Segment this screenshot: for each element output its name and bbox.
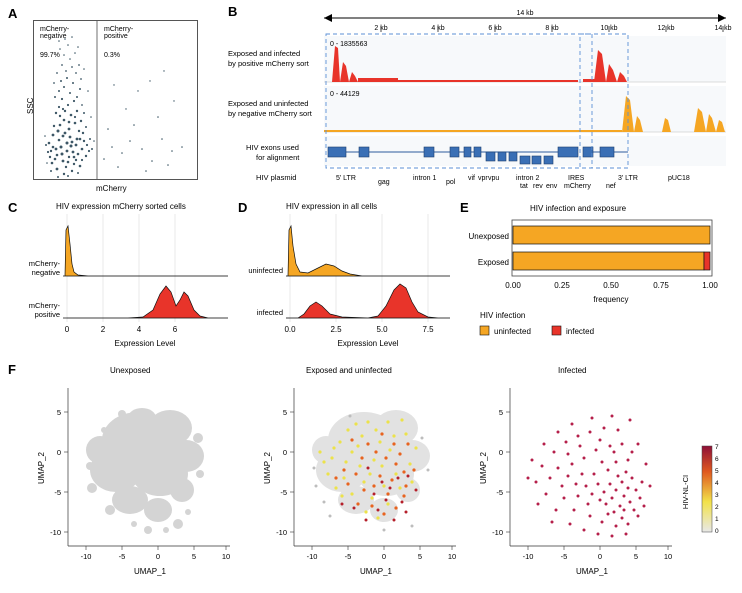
umap-exposed-title: Exposed and uninfected (306, 366, 392, 375)
svg-text:0: 0 (56, 448, 61, 457)
panel-c (8, 200, 233, 355)
svg-text:UMAP_1: UMAP_1 (359, 567, 393, 576)
umap-infected-title: Infected (558, 366, 587, 375)
svg-text:-10: -10 (492, 528, 503, 537)
panel-d-letter: D (238, 200, 248, 215)
svg-text:for alignment: for alignment (256, 153, 300, 162)
panel-d-title: HIV expression in all cells (286, 202, 378, 211)
svg-text:14 kb: 14 kb (516, 10, 534, 17)
panel-d (238, 200, 453, 355)
svg-text:5' LTR: 5' LTR (336, 175, 356, 182)
svg-text:HIV plasmid: HIV plasmid (256, 173, 297, 182)
svg-text:UMAP_1: UMAP_1 (575, 567, 609, 576)
svg-text:nef: nef (606, 183, 616, 190)
svg-text:5.0: 5.0 (376, 325, 388, 334)
svg-text:6 kb: 6 kb (488, 25, 502, 32)
svg-text:tat: tat (520, 183, 528, 190)
svg-text:by negative mCherry sort: by negative mCherry sort (228, 109, 312, 118)
svg-text:UMAP_2: UMAP_2 (479, 451, 488, 485)
svg-text:5: 5 (417, 552, 423, 561)
svg-text:-5: -5 (344, 552, 352, 561)
svg-text:3: 3 (715, 492, 719, 499)
panel-a-ylabel: SSC (26, 97, 35, 114)
svg-text:-10: -10 (276, 528, 287, 537)
svg-text:0 - 44129: 0 - 44129 (330, 91, 360, 98)
svg-text:4: 4 (136, 325, 142, 334)
svg-text:Unexposed: Unexposed (468, 232, 509, 241)
panel-a (8, 6, 208, 206)
umap-colorbar-svg (680, 440, 738, 540)
svg-text:1.00: 1.00 (702, 281, 718, 290)
panel-c-ridgeline (8, 214, 233, 354)
umap-exposed-uninfected (256, 366, 466, 586)
panel-f (8, 360, 734, 588)
panel-b-letter: B (228, 4, 238, 19)
svg-text:intron 2: intron 2 (516, 175, 540, 182)
panel-a-xlabel: mCherry (96, 184, 127, 193)
svg-text:positive: positive (34, 310, 60, 319)
svg-text:-10: -10 (306, 552, 318, 561)
gate-label-positive (104, 26, 133, 59)
svg-text:-5: -5 (496, 488, 503, 497)
umap-exposed-svg (256, 378, 466, 593)
panel-b (228, 4, 736, 200)
svg-text:pUC18: pUC18 (668, 175, 690, 182)
svg-text:rev: rev (533, 183, 543, 190)
svg-text:Exposed and uninfected: Exposed and uninfected (228, 99, 309, 108)
svg-text:12 kb: 12 kb (657, 25, 675, 32)
svg-text:10 kb: 10 kb (600, 25, 618, 32)
svg-text:-10: -10 (50, 528, 61, 537)
svg-text:0: 0 (282, 448, 287, 457)
svg-text:infected: infected (566, 327, 595, 336)
svg-text:0.75: 0.75 (653, 281, 669, 290)
svg-text:-5: -5 (560, 552, 568, 561)
svg-text:7: 7 (715, 444, 719, 451)
svg-text:8 kb: 8 kb (545, 25, 559, 32)
svg-text:Exposed: Exposed (477, 258, 509, 267)
gate-negative-pct: 99.7% (40, 52, 60, 59)
svg-text:mCherry-: mCherry- (28, 301, 60, 310)
svg-text:0: 0 (155, 552, 161, 561)
svg-text:env: env (546, 183, 558, 190)
umap-unexposed-svg (30, 378, 240, 593)
svg-text:14 kb: 14 kb (714, 25, 732, 32)
svg-text:HIV-NL-CI: HIV-NL-CI (681, 474, 690, 510)
svg-text:0.50: 0.50 (603, 281, 619, 290)
svg-text:UMAP_2: UMAP_2 (263, 451, 272, 485)
panel-c-title: HIV expression mCherry sorted cells (56, 202, 186, 211)
svg-text:4 kb: 4 kb (431, 25, 445, 32)
svg-text:UMAP_2: UMAP_2 (37, 451, 46, 485)
svg-text:-10: -10 (80, 552, 92, 561)
svg-text:10: 10 (447, 552, 457, 561)
gate-positive-pct: 0.3% (104, 52, 120, 59)
svg-text:vif: vif (468, 175, 475, 182)
svg-text:7.5: 7.5 (422, 325, 434, 334)
umap-unexposed (30, 366, 240, 586)
gate-negative-line1: mCherry- (40, 26, 70, 33)
gate-positive-line1: mCherry- (104, 26, 134, 33)
svg-text:0.00: 0.00 (505, 281, 521, 290)
umap-infected-svg (472, 378, 682, 593)
svg-text:3' LTR: 3' LTR (618, 175, 638, 182)
svg-text:2 kb: 2 kb (374, 25, 388, 32)
panel-a-letter: A (8, 6, 18, 21)
umap-unexposed-title: Unexposed (110, 366, 151, 375)
svg-text:2: 2 (715, 504, 719, 511)
svg-text:0 - 1835563: 0 - 1835563 (330, 41, 368, 48)
umap-colorbar (680, 440, 738, 540)
svg-text:gag: gag (378, 179, 390, 186)
svg-text:2.5: 2.5 (330, 325, 342, 334)
svg-text:5: 5 (715, 468, 719, 475)
svg-text:Expression Level: Expression Level (337, 339, 399, 348)
svg-text:0: 0 (64, 325, 70, 334)
svg-text:0: 0 (715, 528, 719, 535)
svg-text:5: 5 (56, 408, 61, 417)
svg-text:10: 10 (663, 552, 673, 561)
svg-text:10: 10 (221, 552, 231, 561)
gate-label-negative (40, 26, 69, 59)
svg-text:6: 6 (172, 325, 178, 334)
svg-text:-5: -5 (280, 488, 287, 497)
svg-text:0: 0 (498, 448, 503, 457)
svg-text:mCherry-: mCherry- (28, 259, 60, 268)
svg-text:6: 6 (715, 456, 719, 463)
panel-c-letter: C (8, 200, 18, 215)
panel-e (460, 200, 735, 355)
svg-text:1: 1 (715, 516, 719, 523)
panel-e-letter: E (460, 200, 469, 215)
svg-text:4: 4 (715, 480, 719, 487)
svg-text:2: 2 (100, 325, 106, 334)
panel-b-svg (228, 4, 736, 200)
svg-text:0: 0 (597, 552, 603, 561)
panel-e-barchart (460, 216, 735, 356)
svg-text:0.25: 0.25 (554, 281, 570, 290)
svg-text:Exposed and infected: Exposed and infected (228, 49, 301, 58)
svg-text:IRES: IRES (568, 175, 585, 182)
panel-e-title: HIV infection and exposure (530, 204, 627, 213)
svg-text:HIV exons used: HIV exons used (246, 143, 299, 152)
svg-text:vpr: vpr (478, 175, 488, 182)
gate-positive-line2: positive (104, 33, 128, 40)
svg-text:Expression Level: Expression Level (114, 339, 176, 348)
svg-text:UMAP_1: UMAP_1 (133, 567, 167, 576)
panel-f-letter: F (8, 362, 16, 377)
svg-text:by positive mCherry sort: by positive mCherry sort (228, 59, 309, 68)
svg-text:5: 5 (282, 408, 287, 417)
svg-text:uninfected: uninfected (248, 266, 283, 275)
svg-text:uninfected: uninfected (494, 327, 531, 336)
svg-text:-5: -5 (118, 552, 126, 561)
umap-infected (472, 366, 682, 586)
gate-negative-line2: negative (40, 33, 67, 40)
svg-text:-10: -10 (522, 552, 534, 561)
svg-text:0.0: 0.0 (284, 325, 296, 334)
svg-text:5: 5 (498, 408, 503, 417)
svg-text:5: 5 (191, 552, 197, 561)
svg-text:intron 1: intron 1 (413, 175, 437, 182)
svg-text:vpu: vpu (488, 175, 500, 182)
svg-text:0: 0 (381, 552, 387, 561)
svg-text:HIV infection: HIV infection (480, 311, 526, 320)
svg-text:mCherry: mCherry (564, 183, 591, 190)
svg-text:-5: -5 (54, 488, 61, 497)
svg-text:infected: infected (256, 308, 283, 317)
svg-text:frequency: frequency (593, 295, 629, 304)
svg-text:pol: pol (446, 179, 456, 186)
svg-text:negative: negative (31, 268, 60, 277)
svg-text:5: 5 (633, 552, 639, 561)
panel-d-ridgeline (238, 214, 453, 354)
